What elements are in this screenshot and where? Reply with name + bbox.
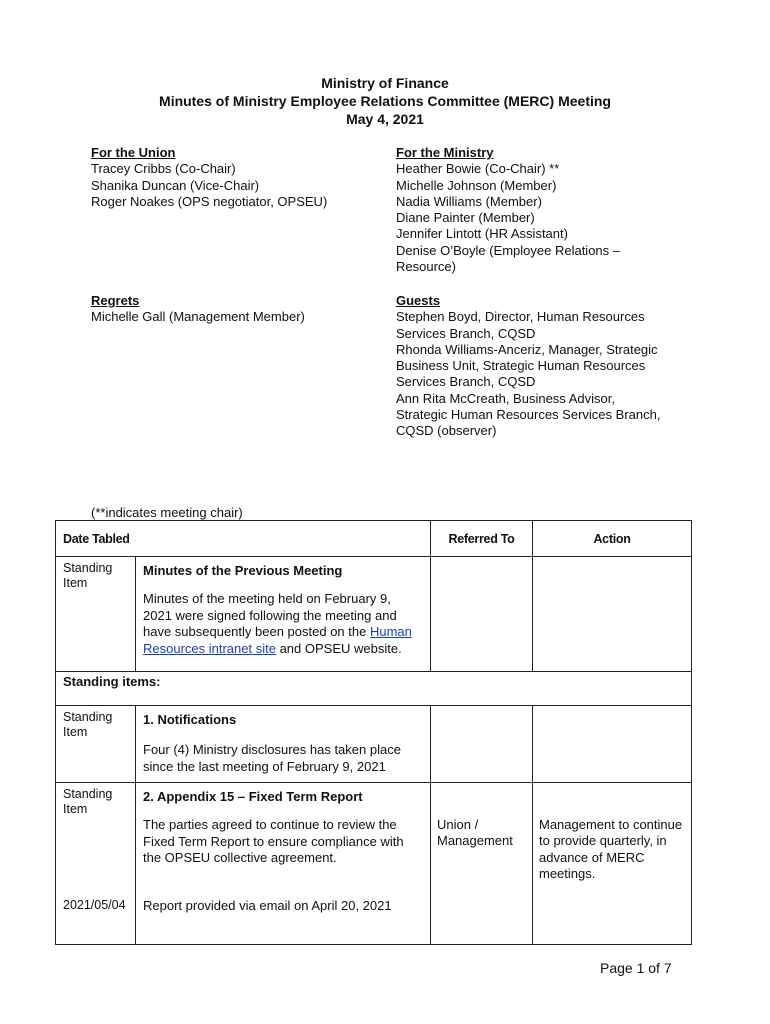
date-tabled-value: 2021/05/04 [63,898,126,912]
item-body: Four (4) Ministry disclosures has taken place since the last meeting of February 9, 2021 [143,742,401,774]
union-member: Shanika Duncan (Vice-Chair) [91,177,260,193]
referred-to-cell [431,706,533,783]
union-member: Roger Noakes (OPS negotiator, OPSEU) [91,193,328,209]
union-member: Tracey Cribbs (Co-Chair) [91,161,236,177]
item-title: 2. Appendix 15 – Fixed Term Report [143,789,363,804]
date-tabled-cell: Standing Item [56,706,136,783]
table-row [56,557,692,672]
header-referred-to: Referred To [431,521,533,557]
action-cell: Management to continue to provide quarterly, in advance of MERC meetings. [533,783,692,945]
guest-line: Strategic Human Resources Services Branch, [396,407,661,423]
section-row [56,672,692,706]
ministry-member: Heather Bowie (Co-Chair) ** [396,161,560,177]
document-meeting-title: Minutes of Ministry Employee Relations Committee (MERC) Meeting [159,93,611,109]
item-body: The parties agreed to continue to review the Fixed Term Report to ensure compliance with the OPSEU collective agreement. [143,817,404,866]
guest-line: Stephen Boyd, Director, Human Resources [396,309,645,325]
regrets-heading: Regrets [91,293,140,308]
minutes-table [55,520,692,945]
ministry-member: Jennifer Lintott (HR Assistant) [396,226,568,242]
standing-items-label: Standing items: [56,672,692,706]
table-row [56,783,692,945]
item-cell [136,706,431,783]
item-title: Minutes of the Previous Meeting [143,563,343,578]
hr-intranet-link[interactable]: Human Resources intranet site [143,624,412,656]
ministry-attendees [396,145,620,275]
header-action: Action [533,521,692,557]
referred-to-cell: Union / Management [431,783,533,945]
ministry-member: Resource) [396,259,456,275]
ministry-member: Denise O’Boyle (Employee Relations – [396,242,620,258]
regrets-section [91,293,305,326]
document-ministry-title: Ministry of Finance [321,75,449,91]
guest-line: Services Branch, CQSD [396,374,536,390]
referred-to-cell [431,557,533,672]
table-row [56,706,692,783]
table-header-row [56,521,692,557]
header-date-tabled: Date Tabled [56,521,431,557]
action-cell [533,557,692,672]
union-heading: For the Union [91,145,176,160]
action-cell [533,706,692,783]
item-title: 1. Notifications [143,712,237,727]
chair-note: (**indicates meeting chair) [91,505,243,520]
item-cell [136,783,431,945]
regrets-member: Michelle Gall (Management Member) [91,309,305,325]
date-tabled-cell: Standing Item 2021/05/04 [56,783,136,945]
date-tabled-cell: Standing Item [56,557,136,672]
guest-line: Business Unit, Strategic Human Resources [396,358,646,374]
guest-line: Rhonda Williams-Anceriz, Manager, Strategic [396,341,658,357]
union-attendees [91,145,327,210]
item-cell [136,557,431,672]
document-date: May 4, 2021 [346,111,424,127]
guests-heading: Guests [396,293,441,308]
guests-section [396,293,660,440]
guest-line: Services Branch, CQSD [396,325,536,341]
ministry-member: Nadia Williams (Member) [396,193,542,209]
item-update: Report provided via email on April 20, 2021 [143,898,392,913]
ministry-member: Michelle Johnson (Member) [396,177,557,193]
guest-line: Ann Rita McCreath, Business Advisor, [396,390,615,406]
ministry-member: Diane Painter (Member) [396,210,535,226]
ministry-heading: For the Ministry [396,145,494,160]
page-number: Page 1 of 7 [600,960,672,976]
guest-line: CQSD (observer) [396,423,497,439]
item-body: Minutes of the meeting held on February 9, 2021 were signed following the meeting and have subsequently been posted on the Human Resources intranet site and OPSEU website. [143,591,412,656]
